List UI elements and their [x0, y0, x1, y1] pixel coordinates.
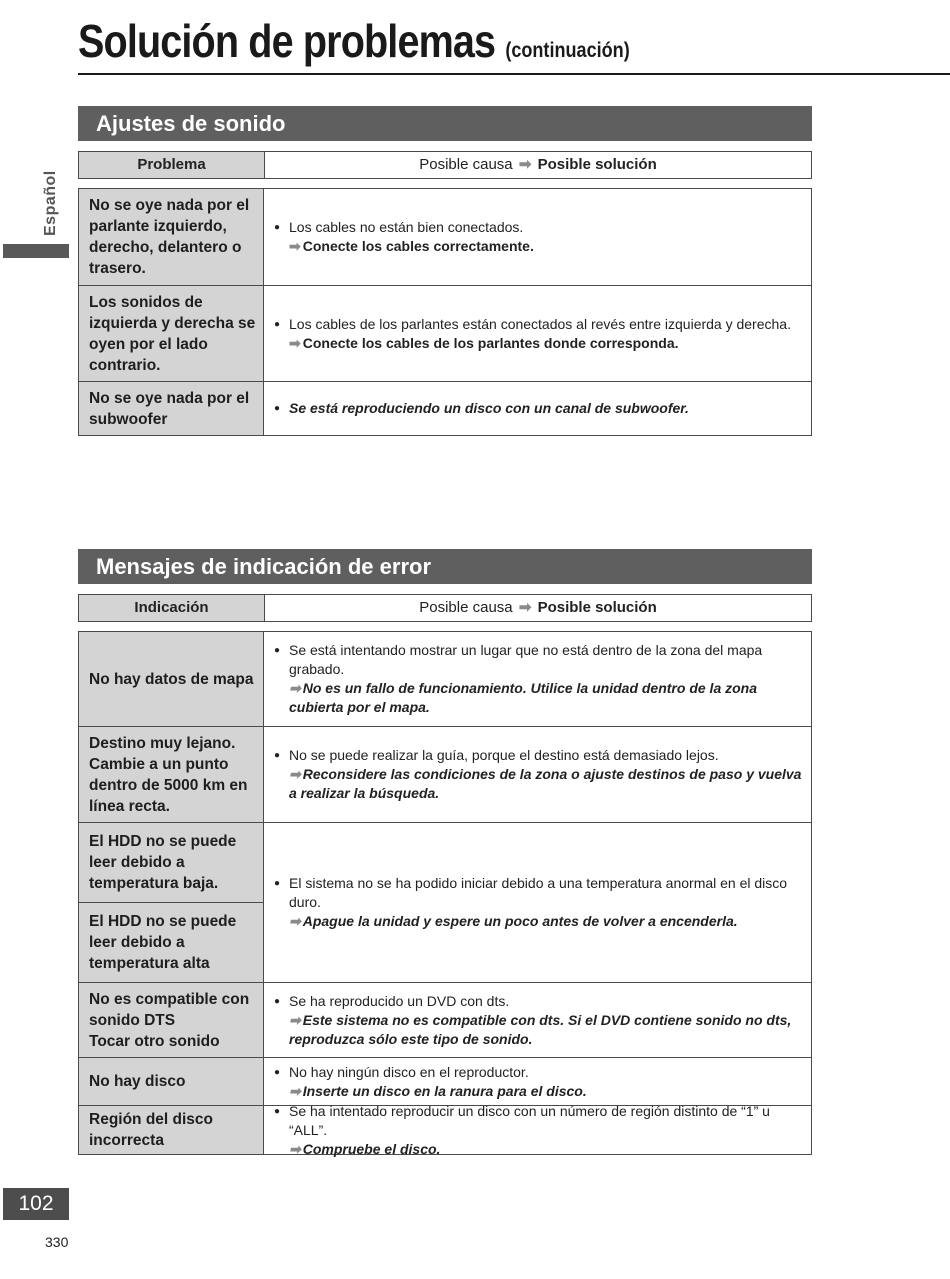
section-heading-sound: Ajustes de sonido: [78, 106, 812, 141]
right-arrow-icon: ➡: [289, 238, 301, 254]
page-number: 102: [3, 1188, 69, 1220]
cause-text: ● Se ha intentado reproducir un disco con un número de región distinto de “1” u “ALL”.: [274, 1102, 803, 1140]
problem-cell: No se oye nada por el parlante izquierdo, derecho, delantero o trasero.: [79, 189, 264, 285]
table-header-sound: [78, 151, 812, 179]
cause-text: ● Se ha reproducido un DVD con dts.: [274, 992, 803, 1011]
sound-settings-table: [78, 188, 812, 436]
right-arrow-icon: ➡: [289, 913, 301, 929]
page-title: [78, 14, 630, 68]
cause-text: ● El sistema no se ha podido iniciar debido a una temperatura anormal en el disco duro.: [274, 874, 803, 912]
cause-text: ● Se está intentando mostrar un lugar que no está dentro de la zona del mapa grabado.: [274, 641, 803, 679]
solution-text: Conecte los cables correctamente.: [302, 238, 534, 254]
cause-text: ● Se está reproduciendo un disco con un canal de subwoofer.: [274, 399, 803, 418]
cause-text: ● No hay ningún disco en el reproductor.: [274, 1063, 803, 1082]
header-solution: Posible solución: [537, 599, 657, 616]
section-heading-errors: Mensajes de indicación de error: [78, 549, 812, 584]
title-rule: [78, 73, 950, 75]
right-arrow-icon: ➡: [289, 766, 301, 782]
solution-text: Apague la unidad y espere un poco antes de volver a encenderla.: [302, 913, 738, 929]
solution-line: [274, 679, 803, 717]
solution-text: Reconsidere las condiciones de la zona o ajuste destinos de paso y vuelva a realizar la búsqueda.: [289, 766, 802, 801]
table-row: [79, 189, 811, 286]
cause-solution-cell: [264, 727, 811, 822]
error-messages-table: [78, 631, 812, 1155]
solution-line: [274, 334, 803, 353]
cause-solution-cell: [264, 632, 811, 726]
right-arrow-icon: ➡: [289, 1082, 301, 1099]
solution-line: [274, 765, 803, 803]
column-header-problem: Problema: [79, 152, 265, 178]
table-row: [79, 823, 811, 983]
title-suffix: (continuación): [505, 39, 630, 62]
header-solution: Posible solución: [537, 156, 657, 173]
solution-text: Compruebe el disco.: [302, 1140, 441, 1157]
problem-cell: No se oye nada por el subwoofer: [79, 382, 264, 435]
solution-line: [274, 237, 803, 256]
cause-solution-cell: [264, 189, 811, 285]
column-header-cause-solution: [265, 152, 811, 178]
right-arrow-icon: ➡: [289, 1140, 301, 1157]
indication-cell: No hay disco: [79, 1058, 264, 1105]
header-cause: Posible causa: [419, 599, 513, 616]
solution-line: [274, 912, 803, 931]
side-language-label: Español: [42, 170, 59, 236]
cause-text: ● No se puede realizar la guía, porque el destino está demasiado lejos.: [274, 746, 803, 765]
side-language-bar: [3, 244, 69, 258]
solution-text: No es un fallo de funcionamiento. Utilice la unidad dentro de la zona cubierta por el mapa.: [289, 680, 758, 715]
cause-text: ● Los cables no están bien conectados.: [274, 218, 803, 237]
right-arrow-icon: ➡: [289, 334, 301, 351]
cause-text: ● Los cables de los parlantes están conectados al revés entre izquierda y derecha.: [274, 315, 803, 334]
solution-line: [274, 1011, 803, 1049]
indication-cell: [79, 983, 264, 1057]
table-row: [79, 1102, 811, 1157]
right-arrow-icon: ➡: [289, 680, 301, 696]
table-row: [79, 286, 811, 382]
indication-cell: El HDD no se puede leer debido a temperatura baja.: [79, 823, 263, 903]
right-arrow-icon: ➡: [518, 599, 532, 616]
cause-solution-cell: [264, 1058, 811, 1105]
indication-cell: No hay datos de mapa: [79, 632, 264, 726]
header-cause: Posible causa: [419, 156, 513, 173]
indication-cell: El HDD no se puede leer debido a temperatura alta: [89, 913, 237, 972]
solution-text: Inserte un disco en la ranura para el disco.: [302, 1082, 587, 1099]
title-text: Solución de problemas: [78, 15, 496, 67]
indication-line: No es compatible con sonido DTS: [89, 990, 250, 1029]
cause-solution-cell: [264, 382, 811, 435]
indication-cell: Destino muy lejano. Cambie a un punto dentro de 5000 km en línea recta.: [79, 727, 264, 822]
table-row: [79, 382, 811, 436]
cause-solution-cell: [264, 1102, 811, 1157]
cause-solution-cell: [264, 983, 811, 1057]
solution-text: Este sistema no es compatible con dts. Si el DVD contiene sonido no dts, reproduzca sólo este tipo de sonido.: [289, 1011, 792, 1047]
cause-solution-cell: [264, 286, 811, 381]
solution-line: [274, 1082, 803, 1101]
table-row: [79, 1058, 811, 1106]
indication-line: Tocar otro sonido: [89, 1032, 220, 1050]
indication-cell: Región del disco incorrecta: [79, 1106, 264, 1154]
table-row: [79, 727, 811, 823]
sub-page-number: 330: [45, 1234, 69, 1250]
column-header-indication: Indicación: [79, 595, 265, 621]
table-row: [79, 983, 811, 1058]
right-arrow-icon: ➡: [518, 156, 532, 173]
cause-solution-cell: [264, 823, 811, 982]
solution-line: [274, 1140, 803, 1159]
table-row: [79, 632, 811, 727]
column-header-cause-solution: [265, 595, 811, 621]
table-header-errors: [78, 594, 812, 622]
problem-cell: Los sonidos de izquierda y derecha se oyen por el lado contrario.: [79, 286, 264, 381]
indication-cell-group: [79, 823, 264, 982]
solution-text: Conecte los cables de los parlantes donde corresponda.: [302, 334, 679, 351]
right-arrow-icon: ➡: [289, 1011, 301, 1028]
